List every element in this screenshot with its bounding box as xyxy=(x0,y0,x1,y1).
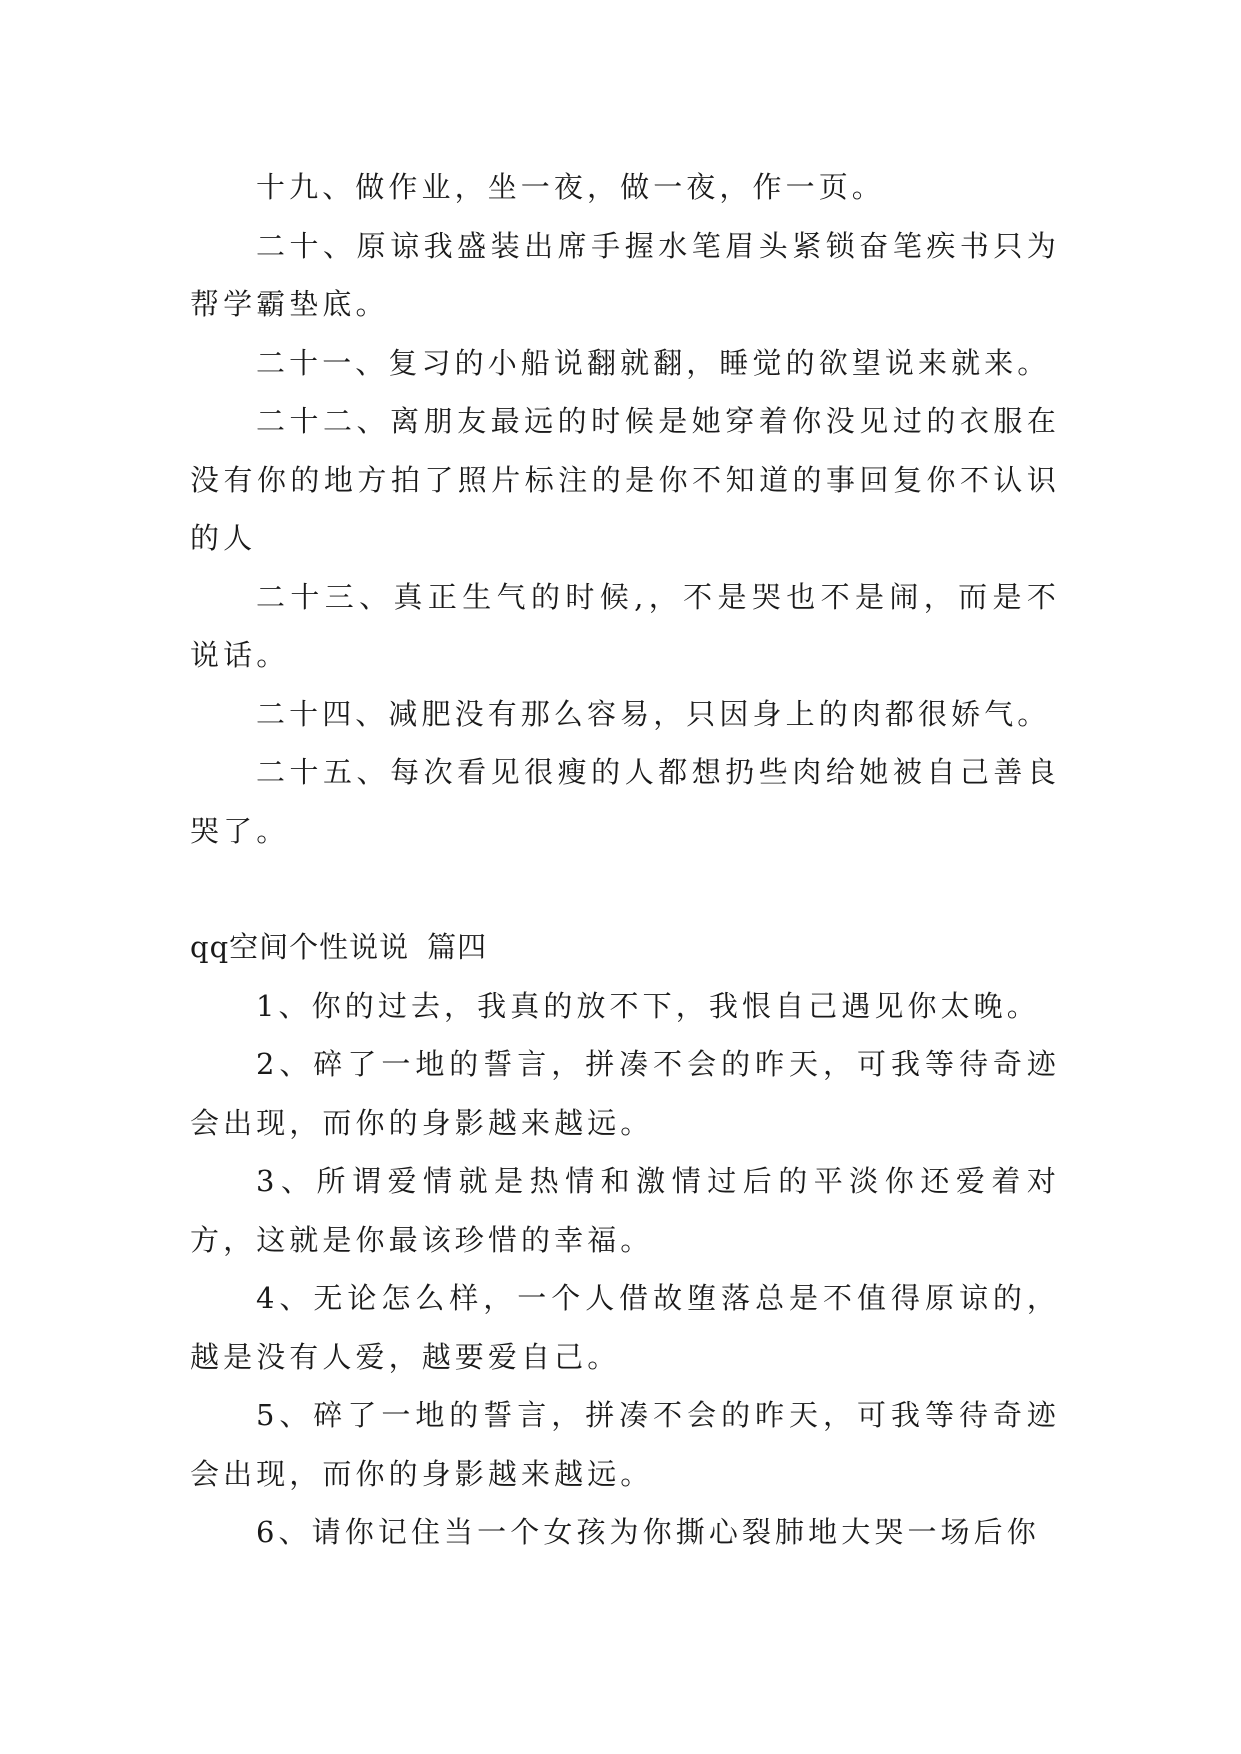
paragraph-25: 二十五、每次看见很瘦的人都想扔些肉给她被自己善良哭了。 xyxy=(190,755,1060,848)
paragraph-24: 二十四、减肥没有那么容易，只因身上的肉都很娇气。 xyxy=(256,696,1051,731)
paragraph-3: 3、所谓爱情就是热情和激情过后的平淡你还爱着对方，这就是你最该珍惜的幸福。 xyxy=(190,1164,1060,1257)
paragraph-4: 4、无论怎么样，一个人借故堕落总是不值得原谅的，越是没有人爱，越要爱自己。 xyxy=(190,1281,1060,1374)
paragraph-21: 二十一、复习的小船说翻就翻，睡觉的欲望说来就来。 xyxy=(256,345,1051,380)
section-heading-sub: 篇四 xyxy=(427,930,488,964)
paragraph-20: 二十、原谅我盛装出席手握水笔眉头紧锁奋笔疾书只为帮学霸垫底。 xyxy=(190,228,1060,321)
section-heading xyxy=(190,918,1060,977)
paragraph-19: 十九、做作业，坐一夜，做一夜，作一页。 xyxy=(256,170,885,204)
document-body xyxy=(190,158,1060,1562)
paragraph-6: 6、请你记住当一个女孩为你撕心裂肺地大哭一场后你 xyxy=(256,1515,1040,1549)
section-one xyxy=(190,158,1060,860)
paragraph-2: 2、碎了一地的誓言，拼凑不会的昨天，可我等待奇迹会出现，而你的身影越来越远。 xyxy=(190,1047,1060,1140)
paragraph-5: 5、碎了一地的誓言，拼凑不会的昨天，可我等待奇迹会出现，而你的身影越来越远。 xyxy=(190,1398,1060,1491)
paragraph-23: 二十三、真正生气的时候,，不是哭也不是闹，而是不说话。 xyxy=(190,579,1060,672)
section-heading-main: qq空间个性说说 xyxy=(190,930,410,964)
paragraph-22: 二十二、离朋友最远的时候是她穿着你没见过的衣服在没有你的地方拍了照片标注的是你不知道的事回复你不认识的人 xyxy=(190,404,1060,555)
section-two xyxy=(190,977,1060,1562)
paragraph-1: 1、你的过去，我真的放不下，我恨自己遇见你太晚。 xyxy=(256,988,1040,1023)
